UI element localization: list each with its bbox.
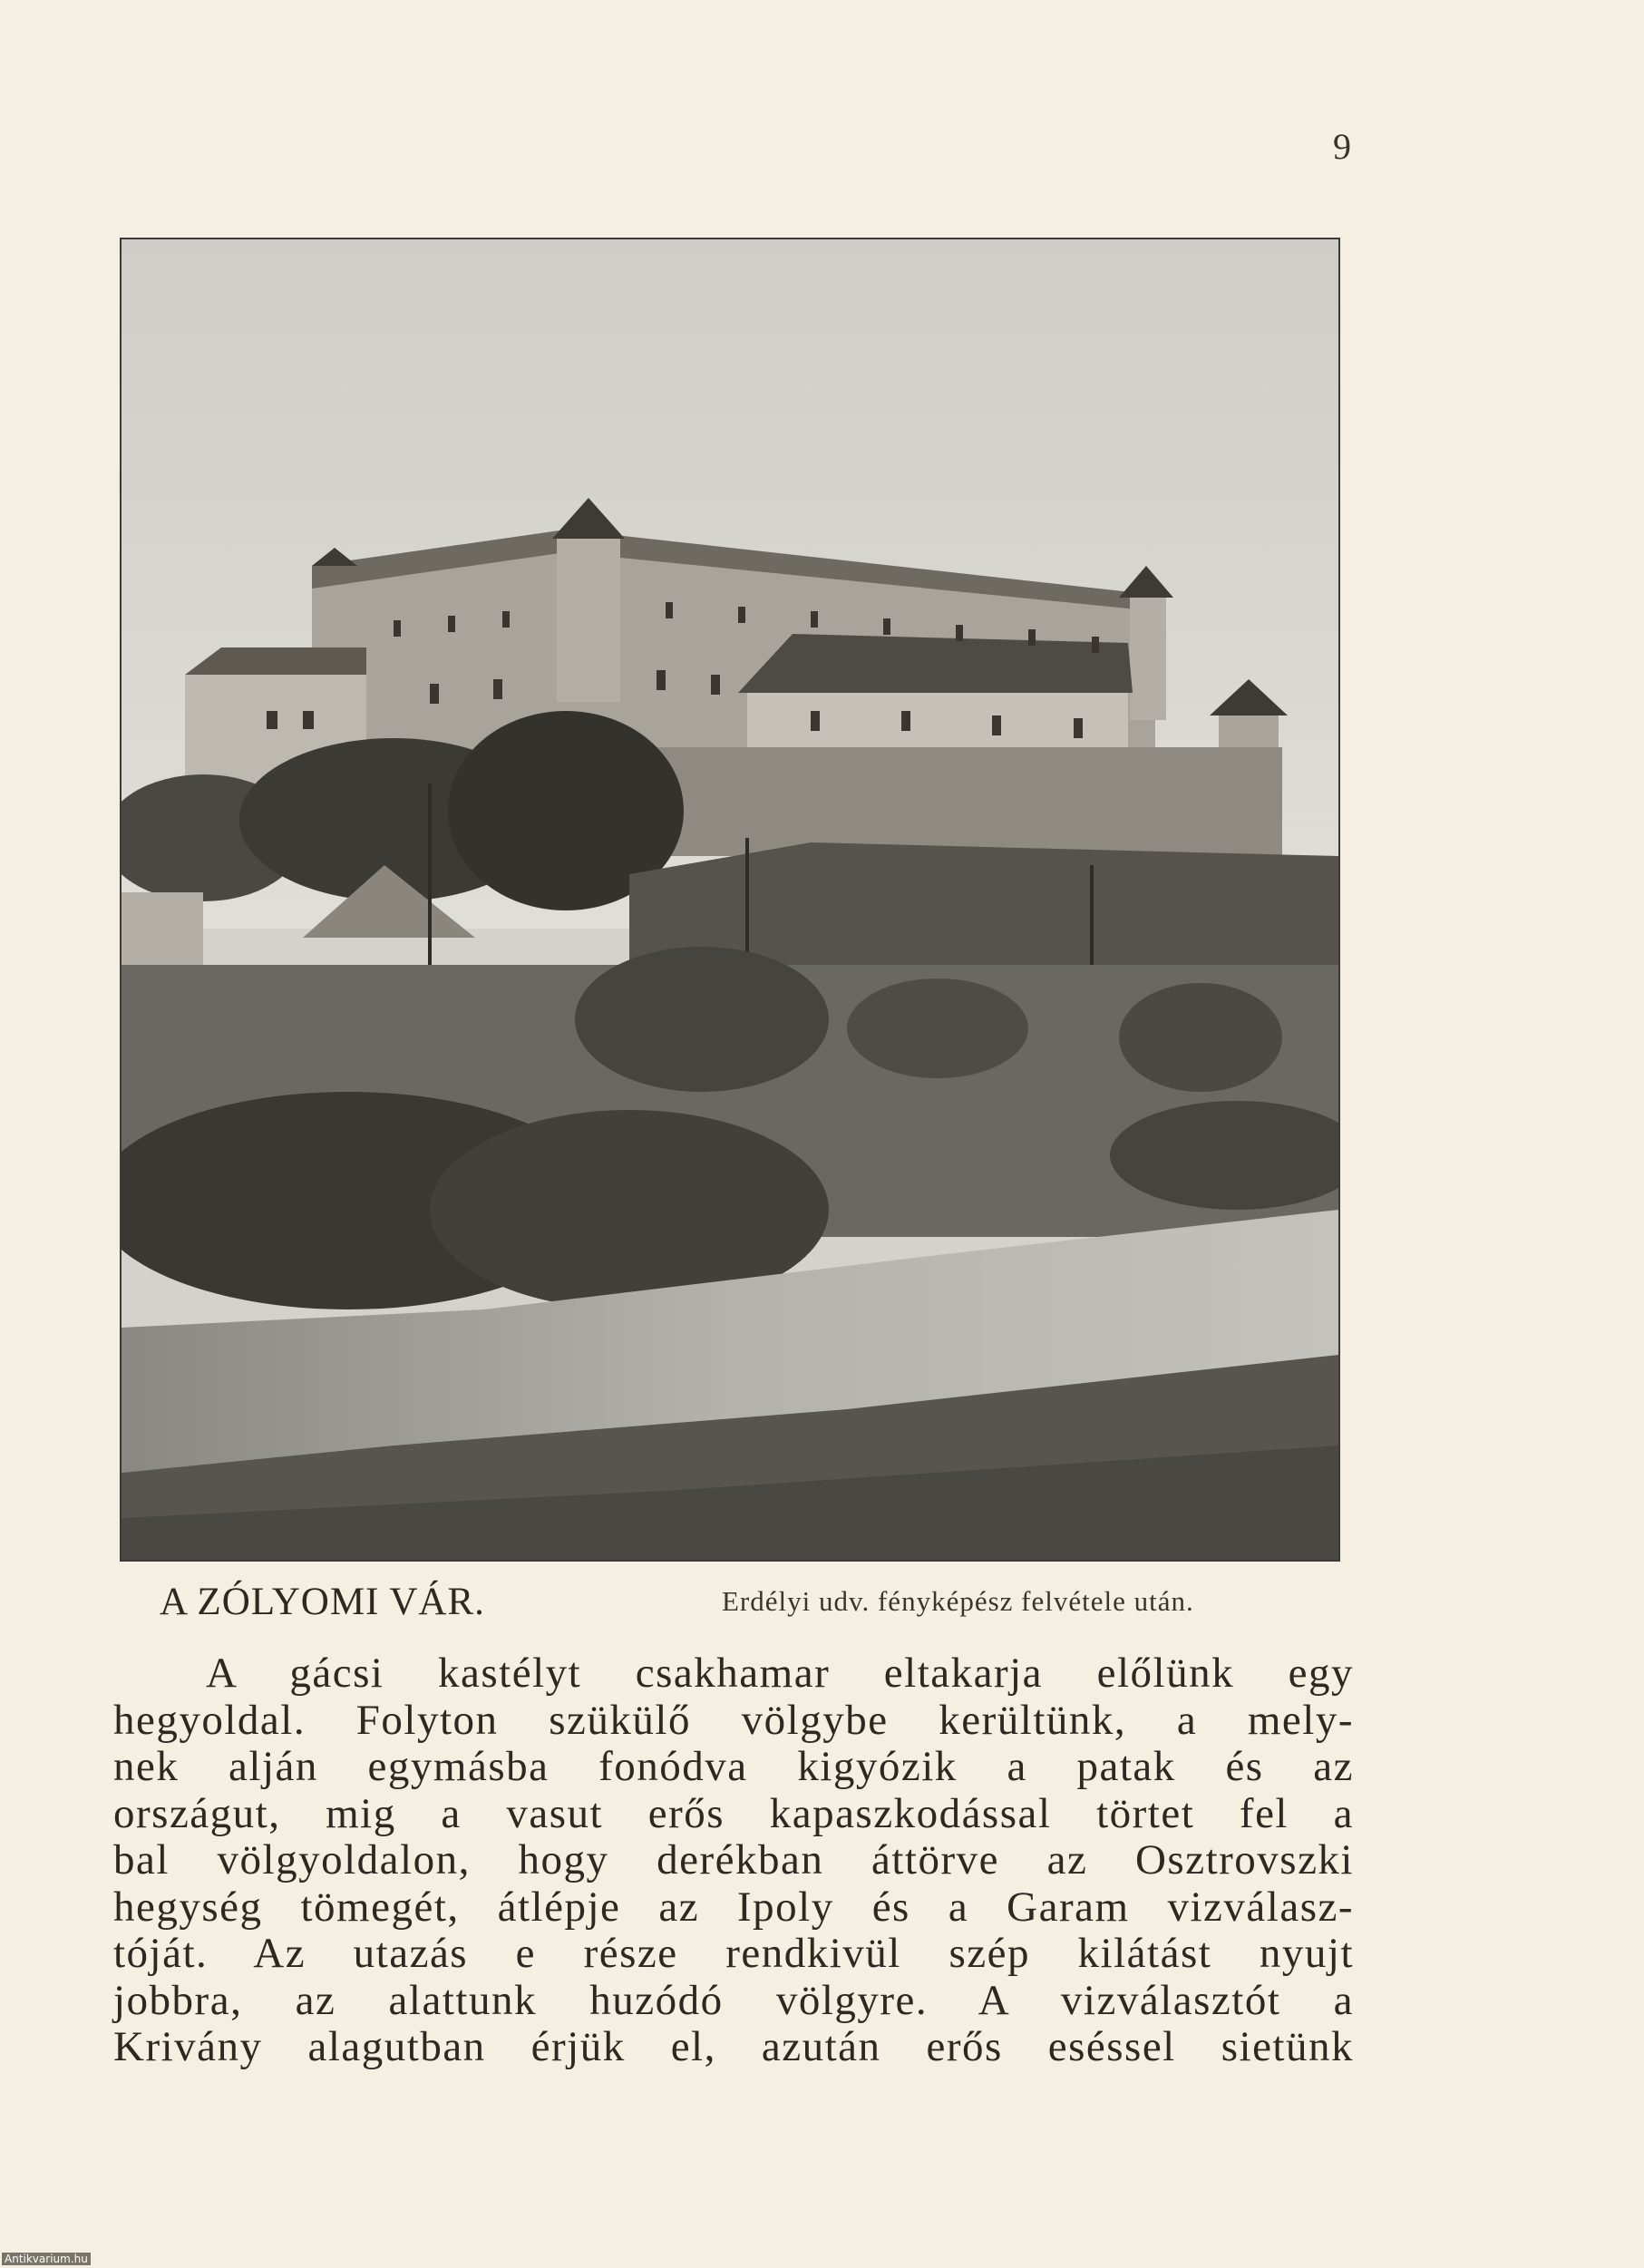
text-line: hegyoldal. Folyton szükülő völgybe kerültünk, a mely- — [113, 1696, 1354, 1744]
text-line: országut, mig a vasut erős kapaszkodással törtet fel a — [113, 1789, 1354, 1837]
figure-photo-credit: Erdélyi udv. fényképész felvétele után. — [722, 1585, 1194, 1617]
text-line: Krivány alagutban érjük el, azután erős eséssel sietünk — [113, 2023, 1354, 2070]
watermark-stamp: Antikvarium.hu — [2, 2253, 91, 2265]
text-line: A gácsi kastélyt csakhamar eltakarja előlünk egy — [206, 1650, 1354, 1697]
page-number: 9 — [1333, 126, 1351, 167]
text-line: nek alján egymásba fonódva kigyózik a patak és az — [113, 1743, 1354, 1790]
body-paragraph — [113, 1650, 1354, 2071]
figure-caption-title: A ZÓLYOMI VÁR. — [160, 1581, 485, 1623]
castle-photograph — [120, 238, 1340, 1562]
text-line: tóját. Az utazás e része rendkivül szép kilátást nyujt — [113, 1930, 1354, 1977]
text-line: bal völgyoldalon, hogy derékban áttörve az Osztrovszki — [113, 1836, 1354, 1884]
text-line: hegység tömegét, átlépje az Ipoly és a Garam vizválasz- — [113, 1883, 1354, 1931]
text-line: jobbra, az alattunk huzódó völgyre. A vizválasztót a — [113, 1976, 1354, 2024]
